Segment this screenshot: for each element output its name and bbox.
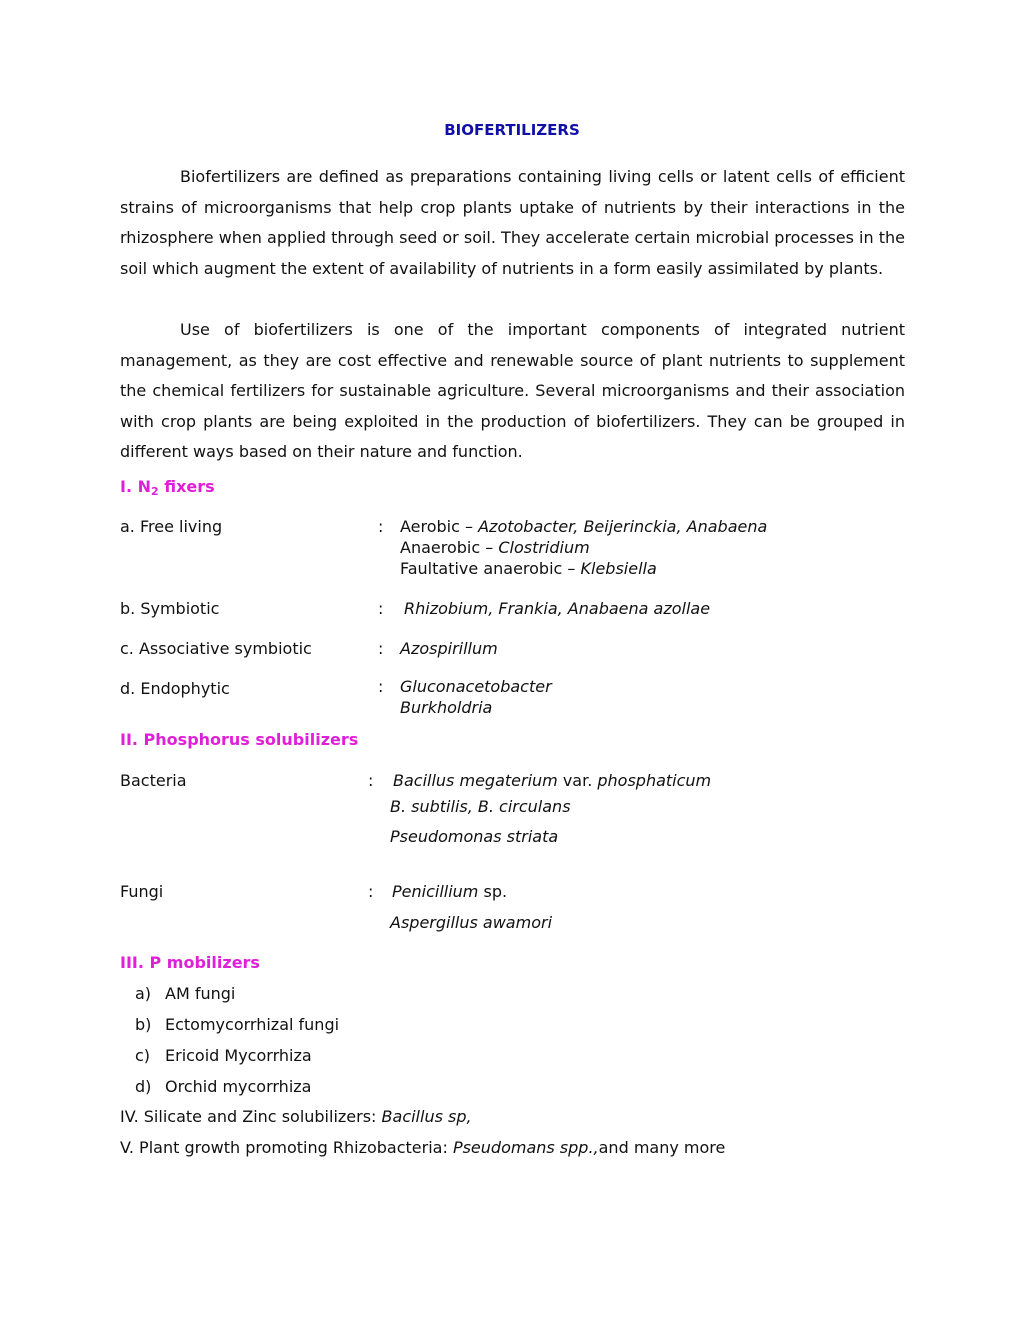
list-text: Ericoid Mycorrhiza [165, 1046, 312, 1065]
colon: : [378, 599, 384, 618]
free-living-label: a. Free living [120, 517, 223, 536]
section-value: Pseudomans spp., [452, 1138, 599, 1157]
colon: : [378, 517, 384, 536]
heading-subscript: 2 [151, 485, 159, 498]
faultative-value: Klebsiella [580, 559, 657, 578]
endophytic-label: d. Endophytic [120, 679, 230, 698]
section-pgpr [120, 1138, 725, 1158]
associative-label: c. Associative symbiotic [120, 639, 312, 658]
bacteria-line-1 [393, 771, 711, 791]
list-marker: c) [135, 1046, 151, 1065]
species-name: Bacillus megaterium [393, 771, 558, 790]
list-text: Ectomycorrhizal fungi [165, 1015, 340, 1034]
paragraph-use: Use of biofertilizers is one of the important components of integrated nutrient management, as they are cost effective and renewable source of plant nutrients to supplement the chemical fertilizers for sustainable agriculture. Several microorganisms and their association with crop plants are being exploited in the production of biofertilizers. They can be grouped in different ways based on their nature and function. [120, 320, 905, 461]
colon: : [368, 882, 374, 901]
associative-value: Azospirillum [400, 639, 498, 658]
heading-text: fixers [158, 477, 215, 496]
fungi-label: Fungi [120, 882, 164, 901]
section-p-mobilizers-heading: III. P mobilizers [120, 953, 260, 972]
section-silicate-zinc [120, 1107, 472, 1127]
section-n2-fixers-heading [120, 477, 215, 497]
aerobic-line [400, 517, 767, 537]
list-marker: d) [135, 1077, 152, 1096]
species-name: Penicillium [392, 882, 479, 901]
aerobic-value: Azotobacter, Beijerinckia, Anabaena [478, 517, 768, 536]
bacteria-line-2: B. subtilis, B. circulans [390, 797, 571, 816]
symbiotic-value: Rhizobium, Frankia, Anabaena azollae [404, 599, 711, 618]
list-item [135, 1046, 312, 1066]
list-item [135, 984, 236, 1004]
section-tail: and many more [598, 1138, 726, 1157]
species-name: phosphaticum [597, 771, 712, 790]
faultative-line [400, 559, 657, 579]
anaerobic-value: Clostridium [498, 538, 590, 557]
endophytic-value: Gluconacetobacter [400, 677, 552, 696]
section-label: IV. Silicate and Zinc solubilizers: [120, 1107, 382, 1126]
section-phosphorus-heading: II. Phosphorus solubilizers [120, 730, 359, 749]
list-text: AM fungi [165, 984, 236, 1003]
section-value: Bacillus sp, [381, 1107, 472, 1126]
heading-text: I. N [120, 477, 151, 496]
list-marker: b) [135, 1015, 152, 1034]
fungi-line-1 [392, 882, 507, 902]
faultative-label: Faultative anaerobic – [400, 559, 581, 578]
bacteria-line-3: Pseudomonas striata [390, 827, 559, 846]
page-title: BIOFERTILIZERS [444, 121, 580, 139]
list-item [135, 1015, 340, 1035]
bacteria-label: Bacteria [120, 771, 187, 790]
colon: : [368, 771, 374, 790]
endophytic-value: Burkholdria [400, 698, 493, 717]
variety-text: var. [557, 771, 598, 790]
anaerobic-line [400, 538, 590, 558]
species-suffix: sp. [478, 882, 508, 901]
colon: : [378, 677, 384, 696]
paragraph-intro: Biofertilizers are defined as preparations containing living cells or latent cells of efficient strains of microorganisms that help crop plants uptake of nutrients by their interactions in the rhizosphere when applied through seed or soil. They accelerate certain microbial processes in the soil which augment the extent of availability of nutrients in a form easily assimilated by plants. [120, 167, 905, 278]
fungi-line-2: Aspergillus awamori [390, 913, 553, 932]
colon: : [378, 639, 384, 658]
symbiotic-label: b. Symbiotic [120, 599, 220, 618]
list-text: Orchid mycorrhiza [165, 1077, 312, 1096]
aerobic-label: Aerobic – [400, 517, 479, 536]
anaerobic-label: Anaerobic – [400, 538, 499, 557]
list-marker: a) [135, 984, 152, 1003]
list-item [135, 1077, 312, 1097]
section-label: V. Plant growth promoting Rhizobacteria: [120, 1138, 453, 1157]
